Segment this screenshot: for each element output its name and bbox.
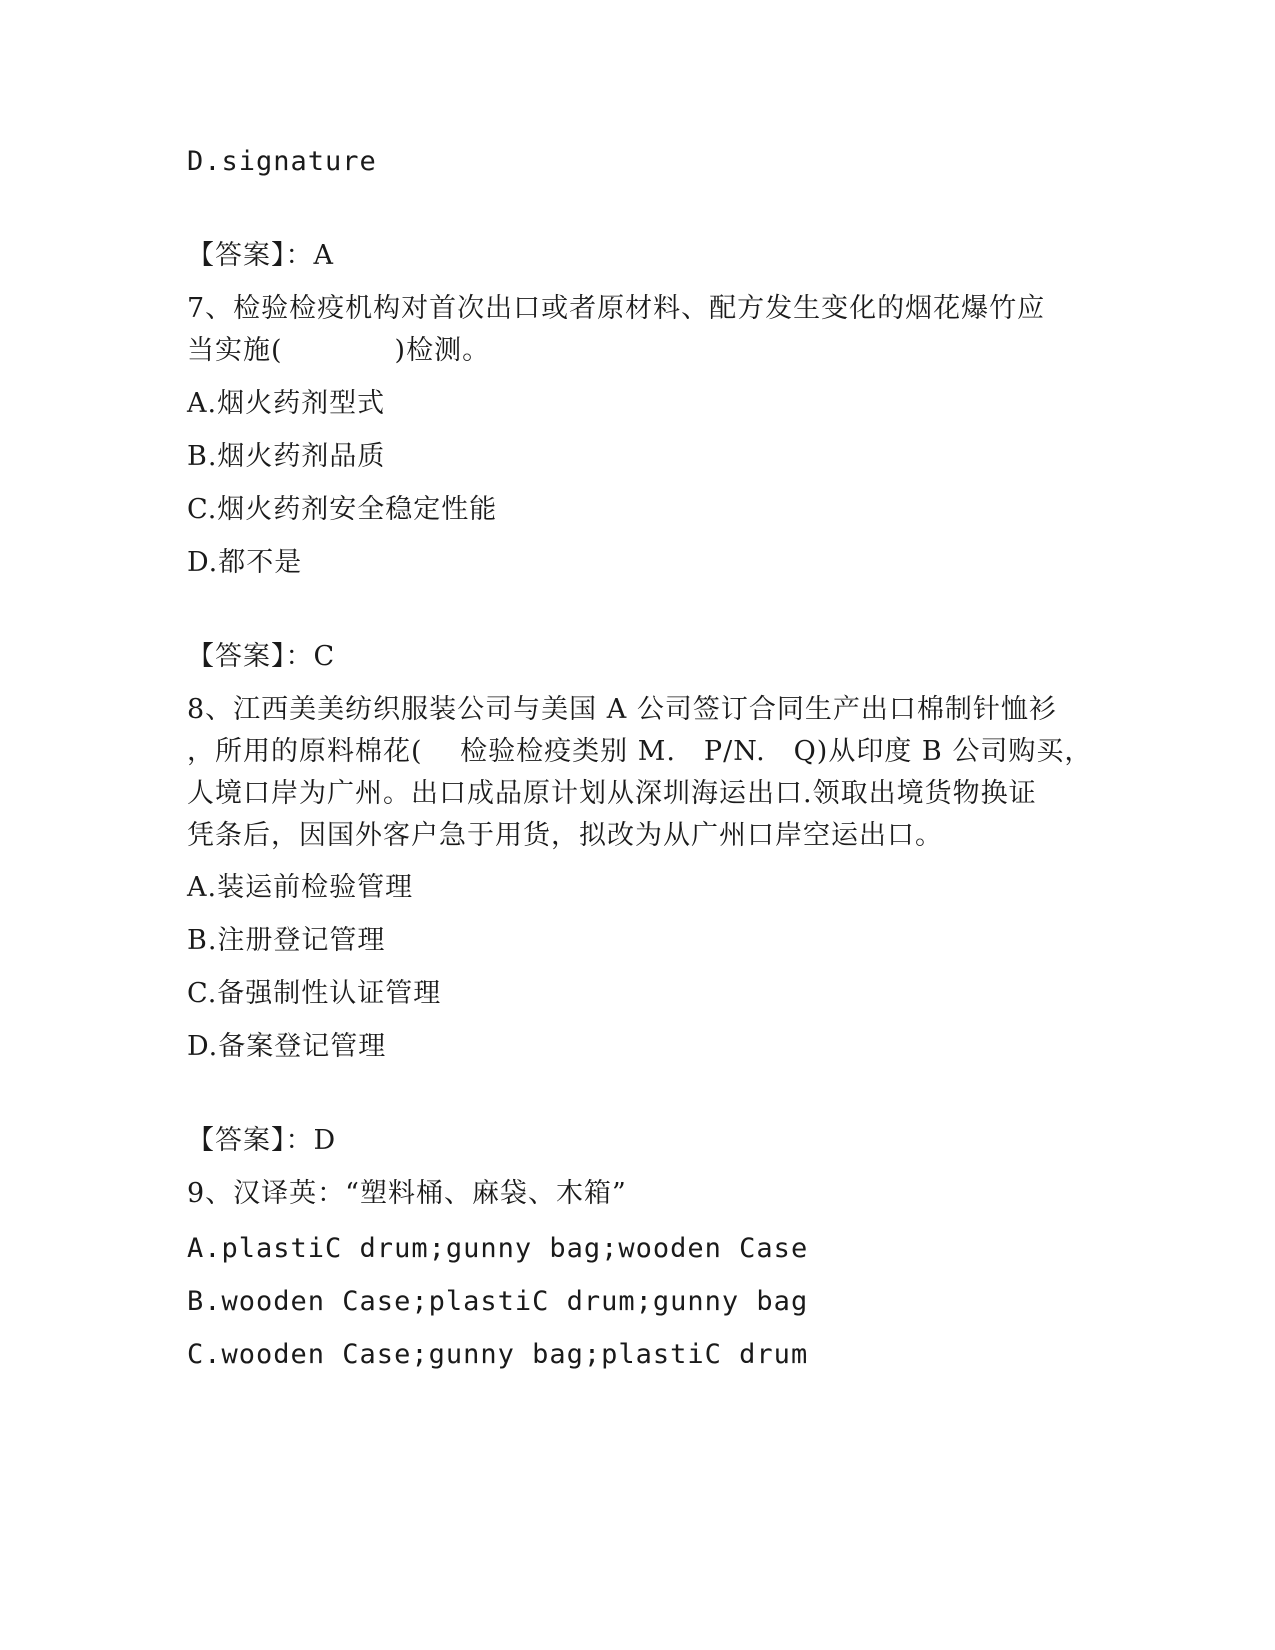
q9-option-c: C.wooden Case;gunny bag;plastiC drum [187, 1339, 809, 1370]
q7-option-a: A.烟火药剂型式 [187, 388, 386, 419]
q8-stem-line-4: 凭条后，因国外客户急于用货，拟改为从广州口岸空运出口。 [187, 820, 943, 851]
q8-option-c: C.备强制性认证管理 [187, 978, 442, 1009]
q7-answer: 【答案】：C [187, 641, 336, 672]
q7-stem-line-2: 当实施( )检测。 [187, 335, 491, 366]
q7-option-c: C.烟火药剂安全稳定性能 [187, 494, 498, 525]
q8-option-d: D.备案登记管理 [187, 1031, 387, 1062]
q8-option-b: B.注册登记管理 [187, 925, 386, 956]
q9-option-a: A.plastiC drum;gunny bag;wooden Case [187, 1233, 809, 1264]
q9-stem: 9、汉译英：“塑料桶、麻袋、木箱” [187, 1178, 627, 1209]
q7-option-b: B.烟火药剂品质 [187, 441, 386, 472]
q8-answer: 【答案】：D [187, 1125, 337, 1156]
prev-option-d: D.signature [187, 146, 377, 177]
q8-option-a: A.装运前检验管理 [187, 872, 414, 903]
q9-option-b: B.wooden Case;plastiC drum;gunny bag [187, 1286, 809, 1317]
q8-stem-line-1: 8、江西美美纺织服装公司与美国 A 公司签订合同生产出口棉制针恤衫 [187, 694, 1057, 725]
q7-option-d: D.都不是 [187, 547, 303, 578]
q7-stem-line-1: 7、检验检疫机构对首次出口或者原材料、配方发生变化的烟花爆竹应 [187, 293, 1046, 324]
prev-answer: 【答案】：A [187, 240, 334, 271]
q8-stem-line-2: ，所用的原料棉花( 检验检疫类别 M. P/N. Q)从印度 B 公司购买， [187, 736, 1093, 767]
q8-stem-line-3: 人境口岸为广州。出口成品原计划从深圳海运出口.领取出境货物换证 [187, 778, 1037, 809]
